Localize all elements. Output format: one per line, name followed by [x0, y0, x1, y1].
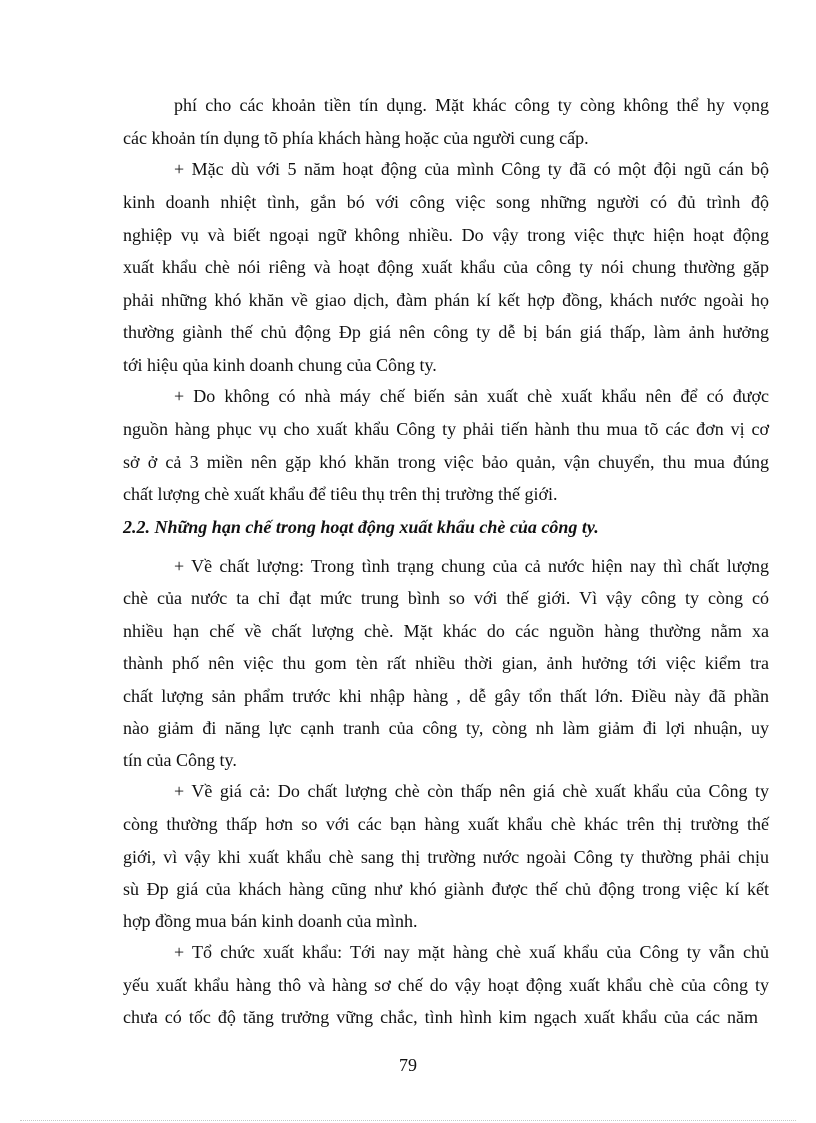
text-line: tín của Công ty. — [123, 750, 237, 770]
text-line: tới hiệu qủa kinh doanh chung của Công ty. — [123, 355, 437, 375]
page-number: 79 — [399, 1055, 417, 1075]
text-line: chè của nước ta chỉ đạt mức trung bình so với thế giới. Vì vậy công ty còng có — [123, 588, 769, 608]
text-line: thường giành thế chủ động Đp giá nên công ty dễ bị bán giá thấp, làm ảnh hưởng — [123, 322, 769, 342]
text-line: nguồn hàng phục vụ cho xuất khẩu Công ty phải tiến hành thu mua tõ các đơn vị cơ — [123, 419, 769, 439]
text-line: + Về giá cả: Do chất lượng chè còn thấp nên giá chè xuất khẩu của Công ty — [174, 781, 769, 801]
text-line: phí cho các khoản tiền tín dụng. Mặt khác công ty còng không thể hy vọng — [174, 95, 769, 115]
text-line: còng thường thấp hơn so với các bạn hàng xuất khẩu chè khác trên thị trường thế — [123, 814, 769, 834]
text-line: kinh doanh nhiệt tình, gắn bó với công việc song những người có đủ trình độ — [123, 192, 769, 212]
footer-divider — [20, 1120, 796, 1121]
text-line: chất lượng sản phẩm trước khi nhập hàng , dễ gây tổn thất lớn. Điều này đã phần — [123, 686, 769, 706]
text-line: + Tổ chức xuất khẩu: Tới nay mặt hàng chè xuấ khẩu của Công ty vẫn chủ — [174, 942, 769, 962]
text-line: thành phố nên việc thu gom tèn rất nhiều thời gian, ảnh hưởng tới việc kiểm tra — [123, 653, 769, 673]
text-line: nào giảm đi năng lực cạnh tranh của công ty, còng nh làm giảm đi lợi nhuận, uy — [123, 718, 769, 738]
text-line: nghiệp vụ và biết ngoại ngữ không nhiều. Do vậy trong việc thực hiện hoạt động — [123, 225, 769, 245]
text-line: sở ở cả 3 miền nên gặp khó khăn trong việc bảo quản, vận chuyển, thu mua đúng — [123, 452, 769, 472]
text-line: + Về chất lượng: Trong tình trạng chung của cả nước hiện nay thì chất lượng — [174, 556, 769, 576]
text-line: sù Đp giá của khách hàng cũng như khó giành được thế chủ động trong việc kí kết — [123, 879, 769, 899]
text-line: phải những khó khăn về giao dịch, đàm phán kí kết hợp đồng, khách nước ngoài họ — [123, 290, 769, 310]
text-line: xuất khẩu chè nói riêng và hoạt động xuất khẩu của công ty nói chung thường gặp — [123, 257, 769, 277]
text-line: các khoản tín dụng tõ phía khách hàng hoặc của người cung cấp. — [123, 128, 589, 148]
text-line: chưa có tốc độ tăng trưởng vững chắc, tình hình kim ngạch xuất khẩu của các năm — [123, 1007, 758, 1027]
text-line: + Mặc dù với 5 năm hoạt động của mình Công ty đã có một đội ngũ cán bộ — [174, 159, 769, 179]
text-line: yếu xuất khẩu hàng thô và hàng sơ chế do vậy hoạt động xuất khẩu chè của công ty — [123, 975, 769, 995]
text-line: + Do không có nhà máy chế biến sản xuất chè xuất khẩu nên để có được — [174, 386, 769, 406]
section-heading: 2.2. Những hạn chế trong hoạt động xuất khẩu chè của công ty. — [123, 517, 599, 537]
text-line: hợp đồng mua bán kinh doanh của mình. — [123, 911, 418, 931]
text-line: nhiều hạn chế về chất lượng chè. Mặt khác do các nguồn hàng thường nằm xa — [123, 621, 769, 641]
text-line: chất lượng chè xuất khẩu để tiêu thụ trên thị trường thế giới. — [123, 484, 558, 504]
text-line: giới, vì vậy khi xuất khẩu chè sang thị trường nước ngoài Công ty thường phải chịu — [123, 847, 769, 867]
